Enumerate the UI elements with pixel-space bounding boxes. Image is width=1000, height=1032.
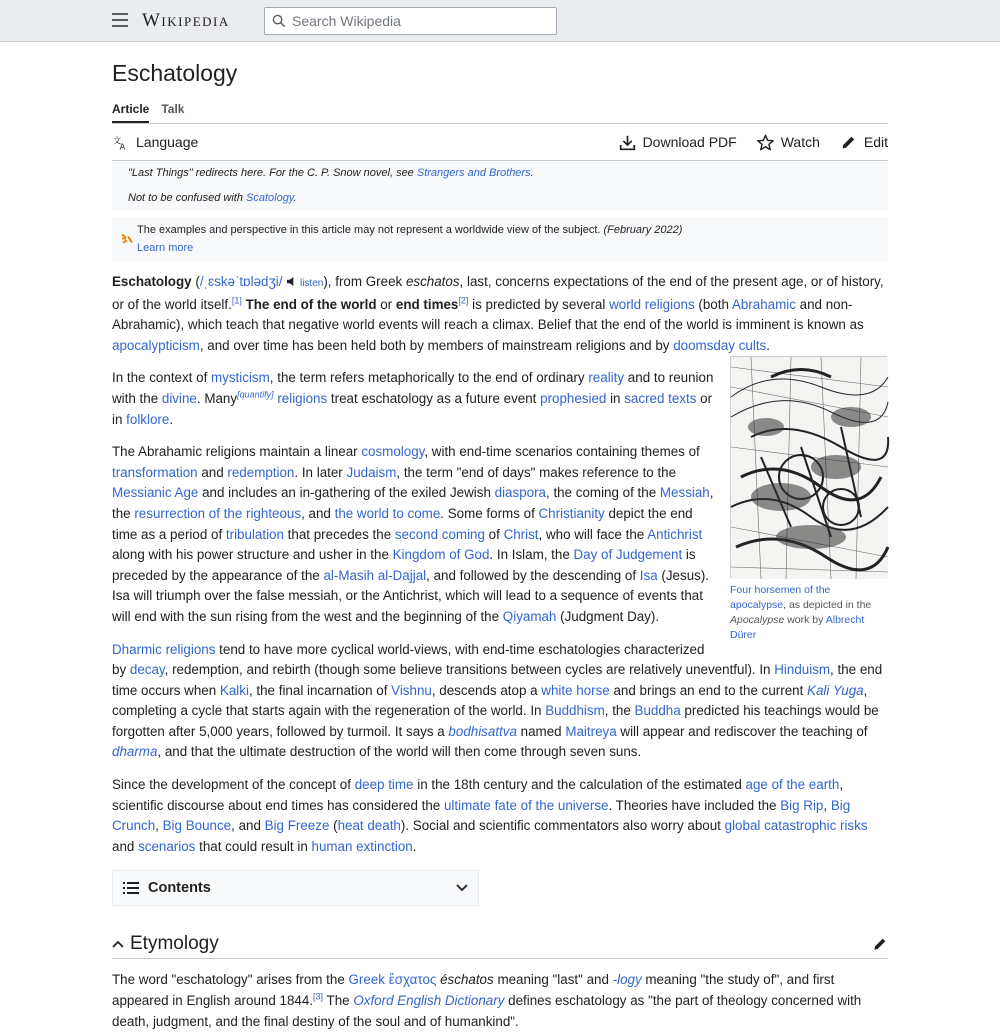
page-title: Eschatology bbox=[112, 60, 238, 86]
ipa-link[interactable]: /ˌɛskəˈtɒlədʒi/ bbox=[199, 274, 283, 289]
language-label: Language bbox=[136, 134, 199, 150]
article-link[interactable]: white horse bbox=[541, 682, 610, 698]
download-pdf-label: Download PDF bbox=[642, 134, 737, 150]
lead-paragraph: Eschatology (/ˌɛskəˈtɒlədʒi/ listen), from Greek eschatos, last, concerns expectations of the end of the present age, or of history, or of the world itself.[1] The end of the world or end times[2] is predicted by several world religions (both Abrahamic and non-Abrahamic), which teach that negative world events will reach a climax. Belief that the end of the world is imminent is known as apocalypticism, and over time has been held both by members of mainstream religions and by doomsday cults. bbox=[112, 274, 884, 353]
notice-date: (February 2022) bbox=[603, 224, 683, 236]
abrahamic-paragraph: The Abrahamic religions maintain a linear cosmology, with end-time scenarios containing themes of transformation and redemption. In later Judaism, the term "end of days" makes reference to the Messianic Age and includes an in-gathering of the exiled Jewish diaspora, the coming of the Messiah, the resurrection of the righteous, and the world to come. Some forms of Christianity depict the end time as a period of tribulation that precedes the second coming of Christ, who will face the Antichrist along with his power structure and usher in the Kingdom of God. In Islam, the Day of Judgement is preceded by the appearance of the al-Masih al-Dajjal, and followed by the descending of Isa (Jesus). Isa will triumph over the false messiah, or the Antichrist, which will lead to a sequence of events that will end with the sun rising from the west and the beginning of the Qiyamah (Judgment Day). bbox=[112, 444, 714, 624]
page-body bbox=[112, 42, 888, 1032]
search-box[interactable] bbox=[264, 7, 557, 35]
article-link[interactable]: Messianic Age bbox=[112, 485, 199, 501]
main-menu-icon[interactable] bbox=[112, 13, 128, 27]
article-link[interactable]: diaspora bbox=[494, 485, 546, 501]
article-link[interactable]: Judaism bbox=[346, 464, 397, 480]
article-link[interactable]: doomsday cults bbox=[673, 337, 767, 353]
top-header bbox=[0, 0, 1000, 42]
article-link[interactable]: Messiah bbox=[659, 485, 710, 501]
svg-text:文: 文 bbox=[112, 134, 122, 145]
language-icon bbox=[112, 134, 129, 151]
article-link[interactable]: Buddhism bbox=[545, 703, 605, 719]
article-link[interactable]: mysticism bbox=[211, 370, 270, 386]
article-link[interactable]: global catastrophic risks bbox=[724, 818, 868, 834]
contents-toggle[interactable] bbox=[112, 870, 479, 906]
article-link[interactable]: Qiyamah bbox=[502, 608, 557, 624]
star-icon bbox=[757, 134, 774, 151]
scientific-paragraph: Since the development of the concept of deep time in the 18th century and the calculation of the estimated age of the earth, scientific discourse about end times has considered the ultimate fate of the universe. Theories have included the Big Rip, Big Crunch, Big Bounce, and Big Freeze (heat death). Social and scientific commentators also worry about global catastrophic risks and scenarios that could result in human extinction. bbox=[112, 777, 868, 854]
edit-button[interactable] bbox=[840, 134, 888, 151]
article-link[interactable]: Greek bbox=[348, 972, 385, 988]
download-icon bbox=[619, 134, 636, 151]
pencil-icon bbox=[840, 134, 857, 151]
link-strangers-and-brothers[interactable]: Strangers and Brothers bbox=[416, 167, 531, 179]
etymology-paragraph: The word "eschatology" arises from the Greek ἔσχατος éschatos meaning "last" and -logy meaning "the study of", and first appeared in English around 1844.[3] The Oxford English Dictionary defines eschatology as "the part of theology concerned with death, judgment, and the final destiny of the soul and of humankind". bbox=[112, 972, 862, 1029]
etymology-heading bbox=[112, 929, 888, 959]
hatnote-confusion bbox=[128, 191, 872, 205]
hatnote bbox=[112, 161, 888, 211]
article-link[interactable]: deep time bbox=[354, 777, 414, 793]
article-link[interactable]: Kali Yuga bbox=[807, 682, 864, 698]
chevron-up-icon[interactable] bbox=[112, 940, 124, 948]
search-input[interactable] bbox=[292, 13, 542, 29]
download-pdf-button[interactable] bbox=[619, 134, 737, 151]
article-link[interactable]: Abrahamic bbox=[731, 296, 796, 312]
figure-caption bbox=[730, 583, 888, 643]
svg-text:A: A bbox=[119, 140, 126, 151]
listen-audio[interactable] bbox=[286, 278, 323, 289]
globe-warning-icon bbox=[120, 224, 134, 255]
article-link[interactable]: [3] bbox=[313, 991, 324, 1002]
article-link[interactable]: dharma bbox=[112, 744, 158, 760]
list-icon bbox=[123, 881, 139, 895]
article-link[interactable]: resurrection of the righteous bbox=[134, 505, 302, 521]
watch-button[interactable] bbox=[757, 134, 820, 151]
four-horsemen-image[interactable] bbox=[730, 356, 887, 578]
article-link[interactable]: Big Crunch bbox=[112, 797, 851, 834]
hatnote-text: Not to be confused with bbox=[128, 192, 247, 204]
article-link[interactable]: Kingdom of God bbox=[392, 547, 490, 563]
article-link[interactable]: Vishnu bbox=[391, 682, 432, 698]
hatnote-redirect bbox=[128, 166, 872, 180]
article-link[interactable]: [quantify] bbox=[237, 389, 274, 400]
watch-label: Watch bbox=[780, 134, 820, 150]
notice-text bbox=[137, 223, 682, 237]
article-link[interactable]: Day of Judgement bbox=[573, 547, 683, 563]
article-link[interactable]: Big Freeze bbox=[264, 818, 330, 834]
article-link[interactable]: prophesied bbox=[540, 390, 607, 406]
article-link[interactable]: ἔσχατος bbox=[388, 972, 437, 988]
article-link[interactable]: religions bbox=[277, 390, 328, 406]
article-link[interactable]: Christ bbox=[503, 526, 539, 542]
article-link[interactable]: scenarios bbox=[138, 838, 196, 854]
article-link[interactable]: -logy bbox=[612, 972, 642, 988]
contents-label: Contents bbox=[148, 880, 211, 897]
link-four-horsemen[interactable]: Four horsemen of the apocalypse bbox=[730, 584, 831, 612]
article-link[interactable]: Dharmic religions bbox=[112, 641, 216, 657]
chevron-down-icon bbox=[456, 884, 468, 892]
tab-article[interactable]: Article bbox=[112, 99, 149, 123]
article-link[interactable]: Big Rip bbox=[780, 797, 824, 813]
article-link[interactable]: tribulation bbox=[225, 526, 284, 542]
article-link[interactable]: bodhisattva bbox=[448, 723, 517, 739]
article-link[interactable]: listen bbox=[299, 278, 324, 289]
article-link[interactable]: world religions bbox=[609, 296, 695, 312]
article-link[interactable]: Big Bounce bbox=[162, 818, 232, 834]
page-toolbar bbox=[112, 124, 888, 161]
article-link[interactable]: the world to come bbox=[334, 505, 441, 521]
article-link[interactable]: Christianity bbox=[538, 505, 605, 521]
article-link[interactable]: redemption bbox=[227, 464, 295, 480]
link-albrecht-durer[interactable]: Albrecht Dürer bbox=[730, 614, 865, 642]
article-link[interactable]: cosmology bbox=[361, 444, 425, 460]
article-link[interactable]: sacred texts bbox=[624, 390, 697, 406]
edit-label: Edit bbox=[863, 134, 888, 150]
article-link[interactable]: al-Masih al-Dajjal bbox=[323, 567, 427, 583]
globalize-notice bbox=[112, 217, 888, 261]
hatnote-text: . bbox=[293, 192, 297, 204]
language-button[interactable] bbox=[112, 134, 198, 151]
wikipedia-logo[interactable]: Wikipedia bbox=[142, 10, 230, 31]
notice-message: The examples and perspective in this article may not represent a worldwide view of the subject. bbox=[137, 224, 601, 236]
search-icon bbox=[272, 14, 286, 28]
caption-text: work by bbox=[784, 614, 826, 627]
link-scatology[interactable]: Scatology bbox=[246, 192, 294, 204]
article-link[interactable]: ultimate fate of the universe bbox=[443, 797, 609, 813]
caption-text: , as depicted in the bbox=[783, 599, 872, 612]
article-link[interactable]: Kalki bbox=[219, 682, 249, 698]
dharmic-paragraph: Dharmic religions tend to have more cyclical world-views, with end-time eschatologies characterized by decay, redemption, and rebirth (though some believe transitions between cycles are relatively uneventful). In Hinduism, the end time occurs when Kalki, the final incarnation of Vishnu, descends atop a white horse and brings an end to the current Kali Yuga, completing a cycle that starts again with the regeneration of the world. In Buddhism, the Buddha predicted his teachings would be forgotten after 5,000 years, followed by turmoil. It says a bodhisattva named Maitreya will appear and rediscover the teaching of dharma, and that the ultimate destruction of the world will then come through seven suns. bbox=[112, 641, 883, 760]
hatnote-text: "Last Things" redirects here. For the C. P. Snow novel, see bbox=[128, 167, 417, 179]
caption-work: Apocalypse bbox=[730, 614, 785, 627]
article-link[interactable]: second coming bbox=[394, 526, 485, 542]
article-link[interactable]: human extinction bbox=[311, 838, 413, 854]
learn-more-link[interactable]: Learn more bbox=[137, 242, 194, 254]
citation-2[interactable]: [2] bbox=[458, 295, 469, 306]
article-link[interactable]: Isa bbox=[639, 567, 658, 583]
speaker-icon bbox=[286, 277, 297, 286]
article-link[interactable]: decay bbox=[129, 662, 165, 678]
article-link[interactable]: Maitreya bbox=[565, 723, 617, 739]
citation-1[interactable]: [1] bbox=[231, 295, 242, 306]
tab-talk[interactable]: Talk bbox=[161, 102, 185, 116]
article-link[interactable]: apocalypticism bbox=[112, 337, 200, 353]
article-link[interactable]: folklore bbox=[126, 411, 170, 427]
mysticism-paragraph: In the context of mysticism, the term refers metaphorically to the end of ordinary reality and to reunion with the divine. Many[quantify] religions treat eschatology as a future event prophesied in sacred texts or in folklore. bbox=[112, 370, 714, 427]
article-link[interactable]: Oxford English Dictionary bbox=[353, 993, 505, 1009]
namespace-tabs bbox=[112, 99, 888, 123]
article-link[interactable]: transformation bbox=[112, 464, 198, 480]
article-link[interactable]: Antichrist bbox=[647, 526, 703, 542]
pencil-icon[interactable] bbox=[872, 936, 888, 952]
section-title: Etymology bbox=[130, 932, 219, 954]
article-link[interactable]: heat death bbox=[337, 818, 401, 834]
article-content bbox=[112, 272, 888, 1032]
article-link[interactable]: Hinduism bbox=[774, 662, 831, 678]
article-link[interactable]: divine bbox=[161, 390, 197, 406]
article-link[interactable]: Buddha bbox=[634, 703, 681, 719]
figure-four-horsemen bbox=[730, 356, 888, 643]
article-link[interactable]: age of the earth bbox=[745, 777, 840, 793]
hatnote-text: . bbox=[530, 167, 534, 179]
article-link[interactable]: reality bbox=[588, 370, 625, 386]
